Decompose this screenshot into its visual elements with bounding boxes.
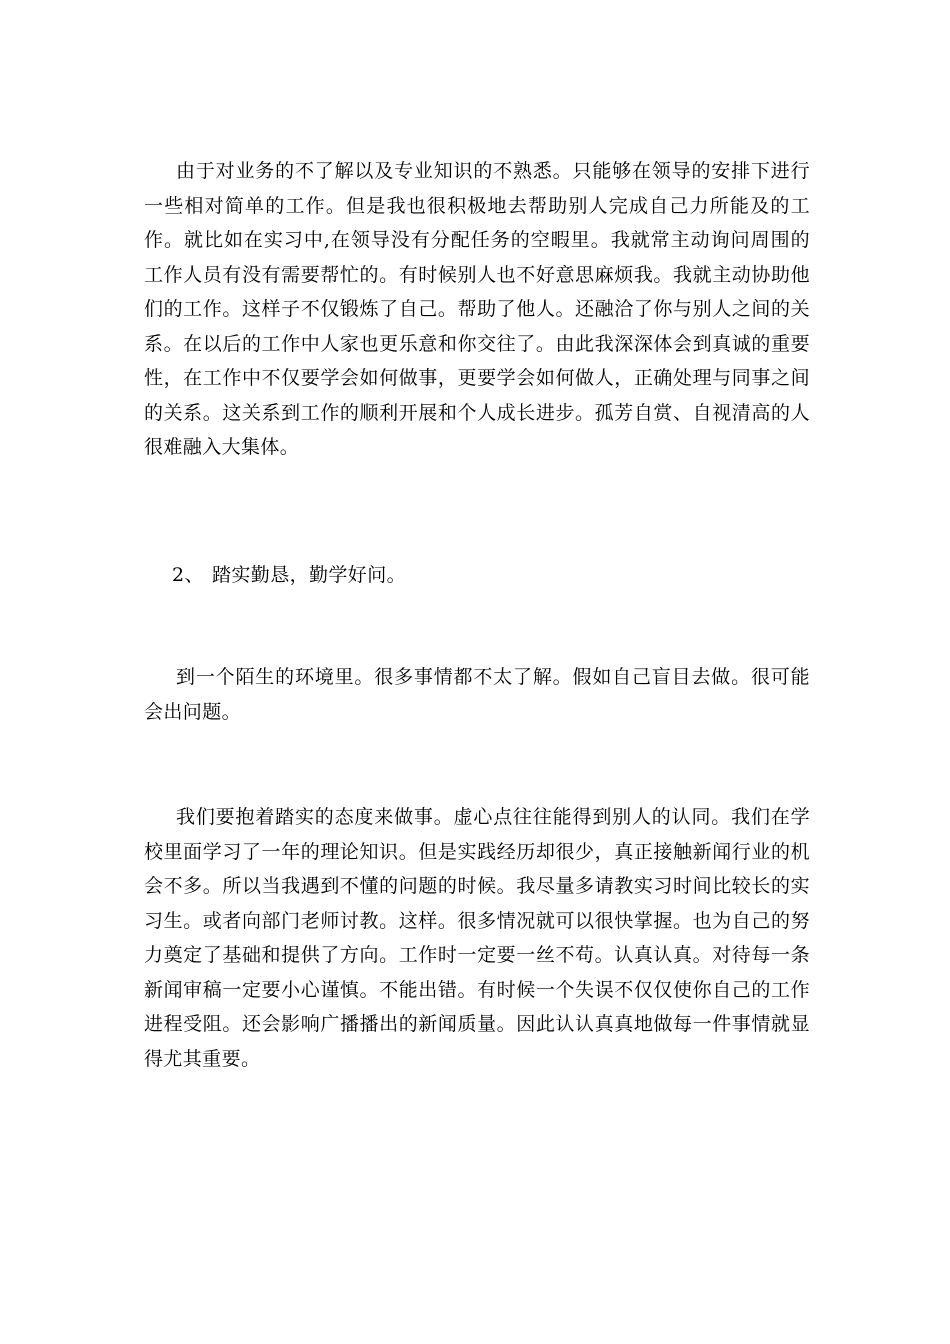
paragraph-diligent-attitude: 我们要抱着踏实的态度来做事。虚心点往往能得到别人的认同。我们在学校里面学习了一年的理论知识。但是实践经历却很少，真正接触新闻行业的机会不多。所以当我遇到不懂的问题的时候。我尽量多请教实习时间比较长的实习生。或者向部门老师讨教。这样。很多情况就可以很快掌握。也为自己的努力奠定了基础和提供了方向。工作时一定要一丝不苟。认真认真。对待每一条新闻审稿一定要小心谨慎。不能出错。有时候一个失误不仅仅使你自己的工作进程受阻。还会影响广播播出的新闻质量。因此认认真真地做每一件事情就显得尤其重要。 (144, 806, 810, 1070)
section-heading (172, 558, 406, 593)
section-heading-number: 2、 (172, 564, 204, 586)
paragraph-unfamiliar-environment: 到一个陌生的环境里。很多事情都不太了解。假如自己盲目去做。很可能会出问题。 (144, 666, 810, 723)
section-heading-text: 踏实勤恳，勤学好问。 (212, 564, 407, 586)
paragraph-sincerity: 由于对业务的不了解以及专业知识的不熟悉。只能够在领导的安排下进行一些相对简单的工作。但是我也很积极地去帮助别人完成自己力所能及的工作。就比如在实习中,在领导没有分配任务的空暇里。我就常主动询问周围的工作人员有没有需要帮忙的。有时候别人也不好意思麻烦我。我就主动协助他们的工作。这样子不仅锻炼了自己。帮助了他人。还融洽了你与别人之间的关系。在以后的工作中人家也更乐意和你交往了。由此我深深体会到真诚的重要性，在工作中不仅要学会如何做事，更要学会如何做人，正确处理与同事之间的关系。这关系到工作的顺利开展和个人成长进步。孤芳自赏、自视清高的人很难融入大集体。 (144, 160, 810, 458)
